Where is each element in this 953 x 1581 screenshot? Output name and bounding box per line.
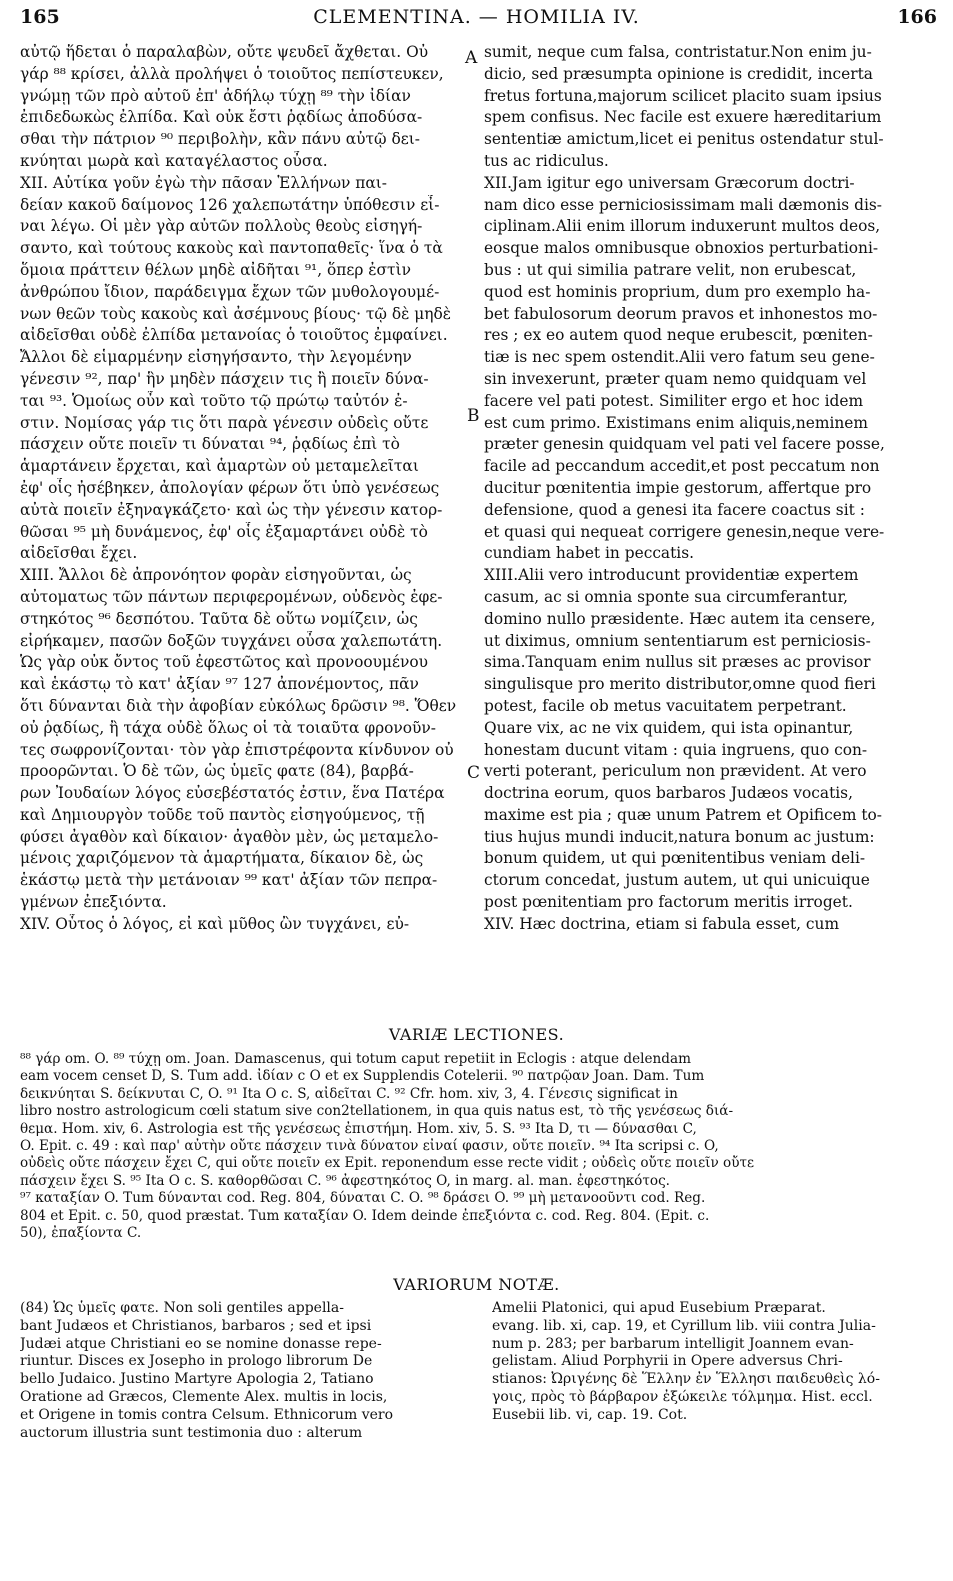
variorum-notae-heading: VARIORUM NOTÆ. — [393, 1275, 560, 1294]
greek-text-line: οὐ ῥᾳδίως, ἢ τάχα οὐδὲ ὅλως οἱ τὰ τοιαῦτα φρονοῦν- — [20, 718, 436, 737]
latin-text-line: spem confisus. Nec facile est exuere hæreditarium — [484, 108, 882, 127]
greek-text-column — [20, 42, 462, 936]
latin-text-line: præter genesin quidquam vel pati vel facere posse, — [484, 435, 885, 454]
latin-text-line: res ; ex eo autem quod neque erubescit, pœniten- — [484, 326, 873, 345]
note-line: et Origene in tomis contra Celsum. Ethnicorum vero — [20, 1406, 394, 1423]
latin-text-line: doctrina eorum, quos barbaros Judæos vocatis, — [484, 784, 853, 803]
greek-text-line: XIV. Οὗτος ὁ λόγος, εἰ καὶ μῦθος ὢν τυγχάνει, εὐ- — [20, 914, 410, 933]
greek-text-line: φύσει ἀγαθὸν καὶ δίκαιον· ἀγαθὸν μὲν, ὡς μεταμελο- — [20, 827, 439, 846]
latin-text-line: facere vel pati potest. Similiter ergo et hoc idem — [484, 391, 864, 410]
greek-text-line: γμένων ἐπεξιόντα. — [20, 893, 167, 912]
greek-text-line: νων θεῶν τοὺς κακοὺς καὶ ἀσέμνους βίους· τῷ δὲ μηδὲ — [20, 304, 451, 323]
latin-text-line: sumit, neque cum falsa, contristatur.Non enim ju- — [484, 43, 872, 61]
greek-text-line: Ἄλλοι δὲ εἱμαρμένην εἰσηγήσαντο, τὴν λεγομένην — [20, 348, 412, 367]
latin-text-line: sima.Tanquam enim nullus sit præses ac provisor — [484, 653, 871, 672]
greek-text-line: πάσχειν οὔτε ποιεῖν τι δύναται ⁹⁴, ῥᾳδίως ἐπὶ τὸ — [20, 435, 400, 454]
margin-letter-c: C — [467, 763, 481, 783]
greek-text-line: προορῶνται. Ὁ δὲ τῶν, ὡς ὑμεῖς φατε (84), βαρβά- — [20, 762, 414, 781]
latin-text-line: cundiam habet in peccatis. — [484, 544, 695, 563]
latin-text-line: est cum primo. Existimans enim aliquis,neminem — [484, 413, 868, 432]
note-line: auctorum illustria sunt testimonia duo : alterum — [20, 1424, 363, 1441]
greek-text-line: γένεσιν ⁹², παρ' ἣν μηδὲν πάσχειν τις ἢ ποιεῖν δύνα- — [20, 369, 429, 388]
latin-text-line: facile ad peccandum accedit,et post peccatum non — [484, 457, 880, 476]
note-line: Amelii Platonici, qui apud Eusebium Præparat. — [492, 1300, 826, 1316]
greek-text-line: σαντο, καὶ τούτους κακοὺς καὶ παντοπαθεῖς· ἵνα ὁ τὰ — [20, 239, 443, 258]
note-line: γοις, πρὸς τὸ βάρβαρον ἐξώκειλε τόλμημα. Hist. eccl. — [492, 1388, 873, 1405]
greek-text-line: κνύηται μωρὰ καὶ καταγέλαστος οὖσα. — [20, 151, 328, 170]
variant-reading-line: libro nostro astrologicum cœli statum sive con2tellationem, in qua quis natus est, τὸ τῆς γενέσεως διά- — [20, 1103, 734, 1120]
latin-text-column — [484, 42, 936, 936]
greek-text-line: ναι λέγω. Οἱ μὲν γὰρ αὐτῶν πολλοὺς θεοὺς εἰσηγή- — [20, 217, 423, 236]
latin-text-line: singulisque pro merito distributor,omne quod fieri — [484, 675, 876, 694]
latin-text-line: dicio, sed præsumpta opinione is credidit, incerta — [484, 64, 873, 83]
margin-letter-b: B — [467, 406, 480, 426]
note-line: bello Judaico. Justino Martyre Apologia 2, Tatiano — [20, 1371, 374, 1388]
notes-left-column — [20, 1300, 465, 1442]
page-number-right: 166 — [897, 6, 937, 28]
greek-text-line: στιν. Νομίσας γάρ τις ὅτι παρὰ γένεσιν οὐδεὶς οὔτε — [20, 413, 429, 432]
note-line: bant Judæos et Christianos, barbaros ; sed et ipsi — [20, 1317, 372, 1334]
note-line: Judæi atque Christiani eo se nomine donasse repe- — [20, 1335, 382, 1352]
notes-right-column — [492, 1300, 936, 1425]
latin-text-line: bus : ut qui similia patrare velit, non erubescat, — [484, 260, 857, 279]
variant-reading-line: πάσχειν ἔχει S. ⁹⁵ Ita O c. S. καθορθῶσαι C. ⁹⁶ ἀφεστηκότος O, in marg. al. man. ἐφεστηκότος. — [20, 1172, 671, 1189]
greek-text-line: σθαι τὴν πάτριον ⁹⁰ περιβολὴν, κἂν πάνυ αὐτῷ δει- — [20, 130, 420, 149]
latin-text-line: post pœnitentiam pro factorum meritis irroget. — [484, 893, 853, 912]
greek-text-line: ρων Ἰουδαίων λόγος εὐσεβέστατός ἐστιν, ἕνα Πατέρα — [20, 784, 445, 803]
greek-text-line: ὅτι δύνανται διὰ τὴν ἀφοβίαν εὐκόλως δρῶσιν ⁹⁸. Ὅθεν — [20, 696, 457, 715]
latin-text-line: ctorum concedat, justum autem, ut qui unicuique — [484, 871, 870, 890]
greek-text-line: ται ⁹³. Ὁμοίως οὖν καὶ τοῦτο τῷ πρώτῳ ταὐτόν ἐ- — [20, 391, 408, 410]
running-title: CLEMENTINA. — HOMILIA IV. — [313, 6, 640, 28]
greek-text-line: αὐτὰ ποιεῖν ἐξηναγκάζετο· καὶ ὡς τὴν γένεσιν κατορ- — [20, 500, 443, 519]
variant-reading-line: O. Epit. c. 49 : καὶ παρ' αὐτὴν οὔτε πάσχειν τινὰ δύνατον εἶναί φασιν, οὔτε ποιεῖν. ⁹⁴ Ita scripsi c. O, — [20, 1138, 719, 1155]
greek-text-line: αἰδεῖσθαι οὐδὲ ἐλπίδα μετανοίας ὁ τοιοῦτος ἐμφαίνει. — [20, 326, 448, 345]
variant-reading-line: ⁸⁸ γάρ om. O. ⁸⁹ τύχῃ om. Joan. Damascenus, qui totum caput repetiit in Eclogis : atque delendam — [20, 1051, 691, 1067]
greek-text-line: αὐτῷ ἥδεται ὁ παραλαβὼν, οὔτε ψευδεῖ ἄχθεται. Οὐ — [20, 43, 429, 61]
variae-lectiones-heading: VARIÆ LECTIONES. — [388, 1025, 565, 1044]
latin-text-line: bonum quidem, ut qui pœnitentibus veniam deli- — [484, 849, 866, 868]
greek-text-line: θῶσαι ⁹⁵ μὴ δυνάμενος, ἐφ' οἷς ἐξαμαρτάνει οὐδὲ τὸ — [20, 522, 428, 541]
latin-text-line: honestam ducunt vitam : quia ingruens, quo con- — [484, 740, 868, 759]
greek-text-line: στηκότος ⁹⁶ δεσπότου. Ταῦτα δὲ οὕτω νομίζειν, ὡς — [20, 609, 418, 628]
latin-text-line: nam dico esse perniciosissimam mali dæmonis dis- — [484, 195, 882, 214]
variant-reading-line: δεικνύηται S. δείκνυται C, O. ⁹¹ Ita O c. S, αἰδεῖται C. ⁹² Cfr. hom. xiv, 3, 4. Γένεσις significat in — [20, 1085, 678, 1102]
page-number-left: 165 — [20, 6, 60, 28]
variant-reading-line: οὐδεὶς οὔτε πάσχειν ἔχει C, qui οὔτε ποιεῖν ex Epit. reponendum esse recte vidit ; οὐδεὶς οὔτε ποιεῖν οὔτε — [20, 1155, 755, 1172]
greek-text-line: γάρ ⁸⁸ κρίσει, ἀλλὰ προλήψει ὁ τοιοῦτος πεπίστευκεν, — [20, 64, 444, 83]
variant-reading-line: 50), ἐπαξίοντα C. — [20, 1225, 142, 1242]
latin-text-line: eosque malos omnibusque obnoxios perturbationi- — [484, 239, 879, 258]
latin-text-line: XIII.Alii vero introducunt providentiæ expertem — [484, 566, 859, 585]
greek-text-line: XIII. Ἄλλοι δὲ ἀπρονόητον φορὰν εἰσηγοῦνται, ὡς — [20, 566, 412, 585]
latin-text-line: domino nullo præsidente. Hæc autem ita censere, — [484, 609, 876, 628]
variant-reading-line: ⁹⁷ καταξίαν O. Tum δύνανται cod. Reg. 804, δύναται C. O. ⁹⁸ δράσει O. ⁹⁹ μὴ μετανοοῦντι cod. Reg. — [20, 1190, 706, 1207]
latin-text-line: XIV. Hæc doctrina, etiam si fabula esset, cum — [484, 914, 840, 933]
latin-text-line: sententiæ amictum,licet ei penitus ostendatur stul- — [484, 130, 884, 149]
margin-letter-a: A — [465, 48, 478, 68]
latin-text-line: maxime est pia ; quæ unum Patrem et Opificem to- — [484, 805, 882, 824]
latin-text-line: XII.Jam igitur ego universam Græcorum doctri- — [484, 173, 855, 192]
note-line: evang. lib. xi, cap. 19, et Cyrillum lib. viii contra Julia- — [492, 1317, 876, 1334]
variant-reading-line: eam vocem censet D, S. Tum add. ἰδίαν c O et ex Supplendis Cotelerii. ⁹⁰ πατρῷαν Joan. Dam. Tum — [20, 1068, 705, 1085]
latin-text-line: et quasi qui nequeat corrigere genesin,neque vere- — [484, 522, 885, 541]
note-line: stianos: Ὠριγένης δὲ Ἕλλην ἐν Ἕλλησι παιδευθεὶς λό- — [492, 1371, 880, 1388]
greek-text-line: εἰρήκαμεν, πασῶν δοξῶν τυγχάνει οὖσα χαλεπωτάτη. — [20, 631, 443, 650]
variant-reading-line: θεμα. Hom. xiv, 6. Astrologia est τῆς γενέσεως ἐπιστήμη. Hom. xiv, 5. S. ⁹³ Ita D, τι — δύνασθαι C, — [20, 1120, 697, 1137]
greek-text-line: Ὡς γὰρ οὐκ ὄντος τοῦ ἐφεστῶτος καὶ προνοουμένου — [20, 653, 428, 672]
latin-text-line: casum, ac si omnia sponte sua circumferantur, — [484, 587, 849, 606]
greek-text-line: τες σωφρονίζονται· τὸν γὰρ ἐπιστρέφοντα κίνδυνον οὐ — [20, 740, 454, 759]
greek-text-line: δείαν κακοῦ δαίμονος 126 χαλεπωτάτην ὑπόθεσιν εἶ- — [20, 195, 440, 214]
greek-text-line: ἐφ' οἷς ἠσέβηκεν, ἀπολογίαν φέρων ὅτι ὑπὸ γενέσεως — [20, 478, 440, 497]
latin-text-line: bet fabulosorum deorum pravos et inhonestos mo- — [484, 304, 878, 323]
greek-text-line: ἁμαρτάνειν ἔρχεται, καὶ ἁμαρτὼν οὐ μεταμελεῖται — [20, 457, 419, 476]
greek-text-line: γνώμῃ τῶν πρὸ αὐτοῦ ἐπ' ἀδήλῳ τύχῃ ⁸⁹ τὴν ἰδίαν — [20, 86, 411, 105]
note-line: riuntur. Disces ex Josepho in prologo librorum De — [20, 1353, 373, 1370]
latin-text-line: tius hujus mundi inducit,natura bonum ac justum: — [484, 827, 875, 846]
greek-text-line: αὐτοματως τῶν πάντων περιφερομένων, οὐδενὸς ἐφε- — [20, 587, 443, 606]
greek-text-line: XII. Αὐτίκα γοῦν ἐγὼ τὴν πᾶσαν Ἑλλήνων παι- — [20, 173, 388, 192]
variae-lectiones — [20, 1051, 934, 1242]
latin-text-line: ut diximus, omnium sententiarum est perniciosis- — [484, 631, 871, 650]
greek-text-line: αἰδεῖσθαι ἔχει. — [20, 544, 138, 563]
greek-text-line: καὶ Δημιουργὸν τοῦδε τοῦ παντὸς εἰσηγούμενος, τῇ — [20, 805, 425, 824]
latin-text-line: potest, facile ob metus vacuitatem perpetrant. — [484, 696, 847, 715]
greek-text-line: ἐπιδεδωκὼς ἐλπίδα. Καὶ οὐκ ἔστι ῥᾳδίως ἀποδύσα- — [20, 108, 423, 127]
latin-text-line: quod est hominis proprium, dum pro exemplo ha- — [484, 282, 871, 301]
latin-text-line: Quare vix, ac ne vix quidem, qui ista opinantur, — [484, 718, 854, 737]
greek-text-line: ὅμοια πράττειν θέλων μηδὲ αἰδῆται ⁹¹, ὅπερ ἐστὶν — [20, 260, 411, 279]
note-line: Oratione ad Græcos, Clemente Alex. multis in locis, — [20, 1388, 388, 1405]
latin-text-line: verti poterant, periculum non prævident. At vero — [484, 762, 867, 781]
note-line: (84) Ὡς ὑμεῖς φατε. Non soli gentiles appella- — [20, 1300, 344, 1316]
latin-text-line: ciplinam.Alii enim illorum induxerunt multos deos, — [484, 217, 881, 236]
latin-text-line: defensione, quod a genesi ita facere coactus sit : — [484, 500, 865, 519]
page-header — [0, 6, 953, 32]
note-line: gelistam. Aliud Porphyrii in Opere adversus Chri- — [492, 1353, 843, 1370]
latin-text-line: sin invexerunt, præter quam nemo quidquam vel — [484, 369, 867, 388]
greek-text-line: ἑκάστῳ μετὰ τὴν μετάνοιαν ⁹⁹ κατ' ἀξίαν τῶν πεπρα- — [20, 871, 438, 890]
latin-text-line: fretus fortuna,majorum scilicet placito suam ipsius — [484, 86, 882, 105]
latin-text-line: tiæ is nec spem ostendit.Alii vero fatum seu gene- — [484, 348, 875, 367]
greek-text-line: μένοις χαριζόμενον τὰ ἁμαρτήματα, δίκαιον δὲ, ὡς — [20, 849, 424, 868]
greek-text-line: καὶ ἑκάστῳ τὸ κατ' ἀξίαν ⁹⁷ 127 ἀπονέμοντος, πᾶν — [20, 675, 419, 694]
variant-reading-line: 804 et Epit. c. 50, quod præstat. Tum καταξίαν O. Idem deinde ἐπεξιόντα c. cod. Reg. 804. (Epit. c. — [20, 1207, 710, 1224]
note-line: Eusebii lib. vi, cap. 19. Cot. — [492, 1406, 688, 1423]
greek-text-line: ἀνθρώπου ἴδιον, παράδειγμα ἔχων τῶν μυθολογουμέ- — [20, 282, 440, 301]
note-line: num p. 283; per barbarum intelligit Joannem evan- — [492, 1335, 854, 1352]
latin-text-line: ducitur pœnitentia impie gestorum, affertque pro — [484, 478, 872, 497]
latin-text-line: tus ac ridiculus. — [484, 151, 609, 170]
